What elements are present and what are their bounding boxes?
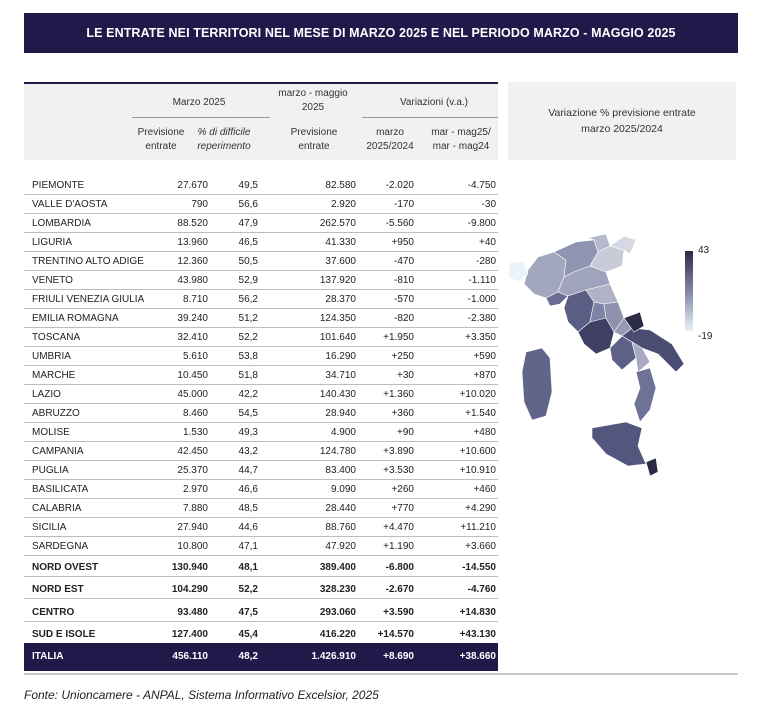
- row-value: 140.430: [319, 389, 356, 400]
- table-row: [24, 290, 498, 309]
- row-label: MARCHE: [32, 370, 76, 381]
- row-value: -820: [393, 313, 414, 324]
- row-value: 1.530: [182, 427, 208, 438]
- row-value: 82.580: [325, 180, 356, 191]
- footer-rule: [24, 673, 738, 675]
- row-value: +10.910: [459, 465, 496, 476]
- table-row: [24, 195, 498, 214]
- row-label: NORD OVEST: [32, 562, 99, 573]
- row-value: 27.670: [177, 180, 208, 191]
- row-value: +480: [473, 427, 496, 438]
- row-value: 34.710: [325, 370, 356, 381]
- table-row: [24, 366, 498, 385]
- row-value: 104.290: [171, 584, 208, 595]
- row-value: +90: [397, 427, 414, 438]
- map-region-valle-aosta: [508, 262, 528, 282]
- row-value: -170: [393, 199, 414, 210]
- row-value: 45.000: [177, 389, 208, 400]
- row-value: 12.360: [177, 256, 208, 267]
- table-row: [24, 461, 498, 480]
- table-row: [24, 537, 498, 556]
- row-value: 2.920: [330, 199, 356, 210]
- header-group-variazioni: Variazioni (v.a.): [400, 97, 468, 108]
- table-row: [24, 271, 498, 290]
- map-region-sardegna: [522, 348, 552, 420]
- table-row: [24, 233, 498, 252]
- row-value: +1.190: [383, 541, 414, 552]
- row-value: 88.760: [325, 522, 356, 533]
- page-title: LE ENTRATE NEI TERRITORI NEL MESE DI MARZO 2025 E NEL PERIODO MARZO - MAGGIO 2025: [24, 13, 738, 53]
- row-value: +4.470: [383, 522, 414, 533]
- row-value: 56,6: [238, 199, 258, 210]
- row-value: 37.600: [325, 256, 356, 267]
- row-value: 101.640: [319, 332, 356, 343]
- row-value: 50,5: [238, 256, 258, 267]
- row-value: 124.780: [319, 446, 356, 457]
- row-label: UMBRIA: [32, 351, 71, 362]
- row-value: 42.450: [177, 446, 208, 457]
- row-value: 5.610: [182, 351, 208, 362]
- row-value: 790: [191, 199, 208, 210]
- table-row: [24, 480, 498, 499]
- row-value: 416.220: [319, 629, 356, 640]
- row-value: -30: [481, 199, 496, 210]
- row-label: PIEMONTE: [32, 180, 85, 191]
- row-value: 45,4: [238, 629, 258, 640]
- row-value: 9.090: [330, 484, 356, 495]
- row-value: +38.660: [459, 651, 496, 662]
- header-group-marzo: Marzo 2025: [172, 97, 226, 108]
- row-value: +11.210: [460, 522, 496, 533]
- table-row: [24, 442, 498, 461]
- row-value: 48,2: [238, 651, 258, 662]
- row-label: BASILICATA: [32, 484, 89, 495]
- row-value: +260: [391, 484, 414, 495]
- row-value: 137.920: [319, 275, 356, 286]
- row-value: 51,8: [238, 370, 258, 381]
- row-value: +1.540: [465, 408, 496, 419]
- row-value: 32.410: [177, 332, 208, 343]
- row-value: 328.230: [319, 584, 356, 595]
- row-value: -9.800: [467, 218, 496, 229]
- legend-max-label: 43: [698, 245, 710, 256]
- row-value: +360: [391, 408, 414, 419]
- header-group-periodo: marzo - maggio 2025: [278, 88, 348, 113]
- row-value: +14.570: [377, 629, 414, 640]
- row-value: 47,1: [238, 541, 258, 552]
- table-row: [24, 328, 498, 347]
- row-value: 28.940: [325, 408, 356, 419]
- row-value: 16.290: [325, 351, 356, 362]
- row-value: 47.920: [325, 541, 356, 552]
- row-value: +3.890: [383, 446, 414, 457]
- row-value: 83.400: [325, 465, 356, 476]
- row-value: -4.750: [467, 180, 496, 191]
- row-value: 52,2: [238, 584, 258, 595]
- color-scale-legend: [685, 251, 693, 331]
- row-label: VENETO: [32, 275, 73, 286]
- row-value: 28.440: [325, 503, 356, 514]
- row-value: 56,2: [238, 294, 258, 305]
- row-value: +14.830: [459, 607, 496, 618]
- row-value: 46,6: [238, 484, 258, 495]
- row-value: -14.550: [462, 562, 496, 573]
- row-label: TOSCANA: [32, 332, 81, 343]
- row-value: +460: [473, 484, 496, 495]
- row-value: 53,8: [238, 351, 258, 362]
- row-value: -2.670: [385, 584, 414, 595]
- row-label: NORD EST: [32, 584, 84, 595]
- row-value: -4.760: [467, 584, 496, 595]
- legend-min-label: -19: [698, 331, 713, 342]
- header-var-periodo: mar - mag25/ mar - mag24: [431, 127, 491, 152]
- row-value: 52,2: [238, 332, 258, 343]
- row-value: 49,5: [238, 180, 258, 191]
- row-value: 43,2: [238, 446, 258, 457]
- row-value: +10.600: [459, 446, 496, 457]
- row-value: 54,5: [238, 408, 258, 419]
- row-label: LOMBARDIA: [32, 218, 91, 229]
- row-value: +40: [479, 237, 496, 248]
- row-value: 39.240: [177, 313, 208, 324]
- row-value: -2.020: [385, 180, 414, 191]
- row-value: 262.570: [319, 218, 356, 229]
- row-label: PUGLIA: [32, 465, 69, 476]
- header-divider: [362, 117, 498, 118]
- row-value: 42,2: [238, 389, 258, 400]
- row-value: +770: [391, 503, 414, 514]
- row-label: LAZIO: [32, 389, 61, 400]
- table-row: [24, 423, 498, 442]
- row-value: 8.710: [182, 294, 208, 305]
- row-value: 88.520: [177, 218, 208, 229]
- row-value: +43.130: [459, 629, 496, 640]
- row-value: 456.110: [172, 651, 208, 662]
- row-value: 10.450: [177, 370, 208, 381]
- row-value: 43.980: [177, 275, 208, 286]
- row-value: +3.590: [383, 607, 414, 618]
- row-value: -1.000: [467, 294, 496, 305]
- row-label: LIGURIA: [32, 237, 73, 248]
- row-label: ITALIA: [32, 651, 64, 662]
- italy-map: [506, 232, 686, 498]
- row-value: 41.330: [325, 237, 356, 248]
- row-value: -810: [393, 275, 414, 286]
- row-value: 124.350: [319, 313, 356, 324]
- row-value: +1.360: [383, 389, 414, 400]
- row-label: SICILIA: [32, 522, 67, 533]
- row-value: 10.800: [177, 541, 208, 552]
- table-row: [24, 499, 498, 518]
- header-difficile-reperimento: % di difficile reperimento: [197, 127, 251, 152]
- row-value: 47,9: [238, 218, 258, 229]
- row-label: ABRUZZO: [32, 408, 80, 419]
- row-value: +3.660: [465, 541, 496, 552]
- row-value: 7.880: [182, 503, 208, 514]
- row-value: -570: [393, 294, 414, 305]
- row-value: 25.370: [177, 465, 208, 476]
- table-row: [24, 518, 498, 537]
- row-value: -2.380: [467, 313, 496, 324]
- row-value: +950: [391, 237, 414, 248]
- table-row: [24, 309, 498, 328]
- map-region-calabria: [634, 368, 656, 422]
- row-label: CALABRIA: [32, 503, 82, 514]
- row-value: 47,5: [238, 607, 258, 618]
- row-value: 44,7: [238, 465, 258, 476]
- row-value: 293.060: [319, 607, 356, 618]
- table-row: [24, 176, 498, 195]
- row-value: 13.960: [177, 237, 208, 248]
- macro-row: [24, 603, 498, 622]
- row-value: 48,1: [238, 562, 258, 573]
- row-value: +4.290: [465, 503, 496, 514]
- row-value: -470: [393, 256, 414, 267]
- row-value: 8.460: [182, 408, 208, 419]
- row-label: CENTRO: [32, 607, 75, 618]
- row-label: FRIULI VENEZIA GIULIA: [32, 294, 145, 305]
- row-value: 28.370: [325, 294, 356, 305]
- row-label: SARDEGNA: [32, 541, 89, 552]
- row-value: +10.020: [459, 389, 496, 400]
- row-value: +250: [391, 351, 414, 362]
- header-var-marzo: marzo 2025/2024: [366, 127, 414, 152]
- row-value: -280: [475, 256, 496, 267]
- table-row: [24, 214, 498, 233]
- table-row: [24, 404, 498, 423]
- table-row: [24, 252, 498, 271]
- row-value: 27.940: [177, 522, 208, 533]
- header-divider: [132, 117, 270, 118]
- row-value: 2.970: [182, 484, 208, 495]
- source-note: Fonte: Unioncamere - ANPAL, Sistema Informativo Excelsior, 2025: [24, 688, 379, 702]
- macro-row: [24, 625, 498, 644]
- row-value: +590: [473, 351, 496, 362]
- row-value: 46,5: [238, 237, 258, 248]
- row-label: MOLISE: [32, 427, 70, 438]
- table-top-rule: [24, 82, 498, 84]
- map-dark-spot-south: [646, 458, 658, 476]
- row-value: +8.690: [383, 651, 414, 662]
- row-value: 93.480: [177, 607, 208, 618]
- macro-row: [24, 580, 498, 599]
- row-value: 127.400: [171, 629, 208, 640]
- table-row: [24, 385, 498, 404]
- row-value: +30: [397, 370, 414, 381]
- row-value: 389.400: [319, 562, 356, 573]
- row-value: 1.426.910: [311, 651, 356, 662]
- total-row: [24, 643, 498, 671]
- row-label: TRENTINO ALTO ADIGE: [32, 256, 144, 267]
- map-region-sicilia: [592, 422, 646, 466]
- row-value: 52,9: [238, 275, 258, 286]
- row-value: 4.900: [330, 427, 356, 438]
- row-value: 48,5: [238, 503, 258, 514]
- row-value: 49,3: [238, 427, 258, 438]
- row-value: +1.950: [383, 332, 414, 343]
- row-label: CAMPANIA: [32, 446, 84, 457]
- row-value: 51,2: [238, 313, 258, 324]
- row-value: -5.560: [385, 218, 414, 229]
- header-previsione-periodo: Previsione entrate: [290, 127, 338, 152]
- row-label: EMILIA ROMAGNA: [32, 313, 119, 324]
- row-value: +3.530: [383, 465, 414, 476]
- macro-row: [24, 558, 498, 577]
- header-previsione: Previsione entrate: [137, 127, 185, 152]
- row-label: SUD E ISOLE: [32, 629, 96, 640]
- row-value: +3.350: [465, 332, 496, 343]
- map-title: Variazione % previsione entrate marzo 2025/2024: [508, 82, 736, 160]
- row-value: -1.110: [468, 275, 496, 286]
- row-value: -6.800: [385, 562, 414, 573]
- row-label: VALLE D'AOSTA: [32, 199, 108, 210]
- table-row: [24, 347, 498, 366]
- row-value: +870: [473, 370, 496, 381]
- row-value: 130.940: [171, 562, 208, 573]
- row-value: 44,6: [238, 522, 258, 533]
